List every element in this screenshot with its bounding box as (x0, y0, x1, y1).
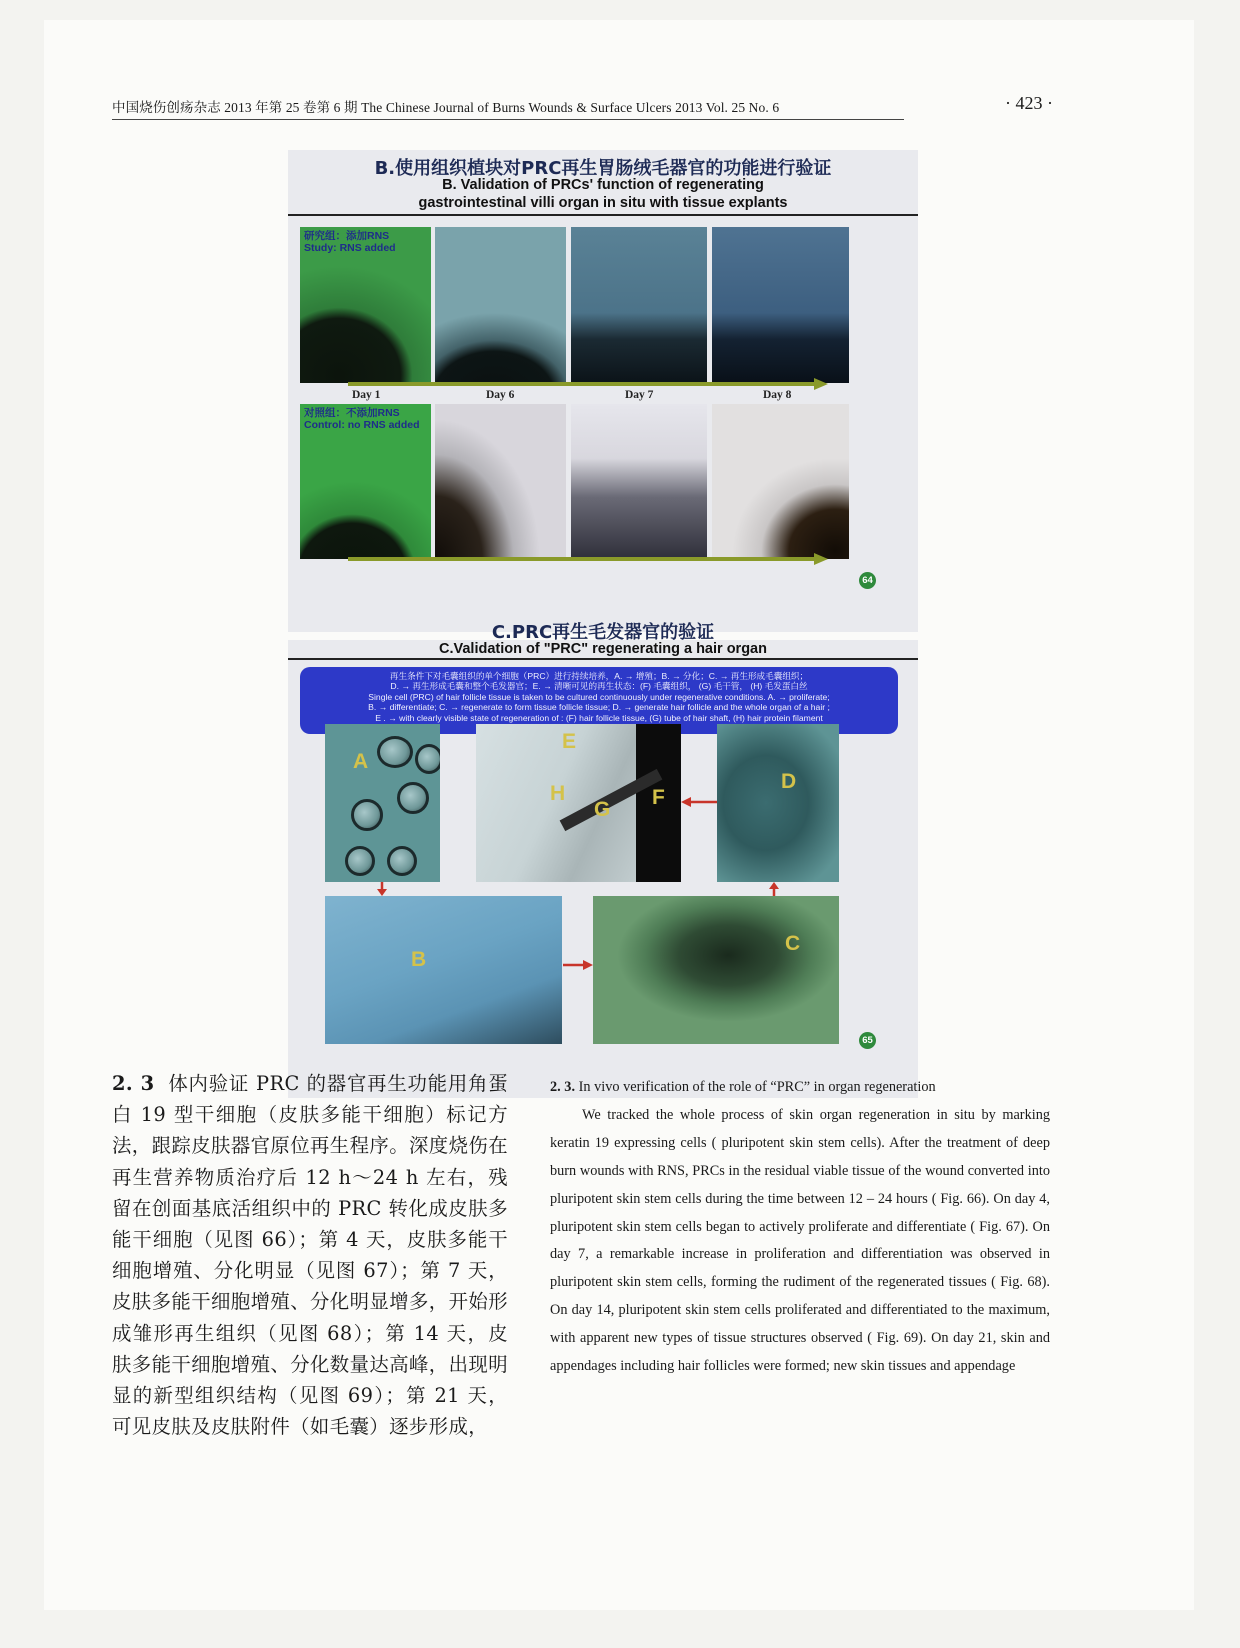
control-day1-photo (300, 404, 431, 559)
panel-b-letter: B (411, 948, 427, 971)
panel-a-letter: A (353, 750, 369, 773)
body-text-cn (112, 1068, 508, 1442)
legend-line-3: Single cell (PRC) of hair follicle tissue is taken to be cultured continuously under regenerative conditions. A. → proliferate; (368, 691, 830, 702)
arrow-a-to-b (376, 882, 388, 896)
legend-line-1: 再生条件下对毛囊组织的单个细胞（PRC）进行持续培养，A. → 增殖；B. → 分化；C. → 再生形成毛囊组织； (389, 671, 809, 681)
cell (351, 799, 383, 831)
study-day6-photo (435, 227, 566, 383)
cell (345, 846, 375, 876)
control-timeline-arrow (348, 553, 828, 565)
control-day8-photo (712, 404, 849, 559)
body-paragraph-cn: 体内验证 PRC 的器官再生功能用角蛋白 19 型干细胞（皮肤多能干细胞）标记方法，跟踪皮肤器官原位再生程序。深度烧伤在再生营养物质治疗后 12 h～24 h 左右，残留在创面基底活组织中的 PRC 转化成皮肤多能干细胞（见图 66）；第 4 天，皮肤多能干细胞增殖、分化明显（见图 67）；第 7 天，皮肤多能干细胞增殖、分化明显增多，开始形成雏形再生组织（见图 68）；第 14 天，皮肤多能干细胞增殖、分化数量达高峰，出现明显的新型组织结构（见图 69）；第 21 天，可见皮肤及皮肤附件（如毛囊）逐步形成， (112, 1072, 508, 1439)
panel-efgh-photo (476, 724, 681, 882)
panel-a-photo (325, 724, 440, 882)
study-group-label: 研究组：添加RNS Study: RNS added (304, 230, 396, 254)
day-label-8: Day 8 (763, 389, 792, 401)
figure-65-panel (288, 622, 918, 1098)
control-day6-photo (435, 404, 566, 559)
section-heading-en (550, 1074, 1050, 1102)
day-label-7: Day 7 (625, 389, 654, 401)
control-group-label: 对照组：不添加RNS Control: no RNS added (304, 407, 420, 431)
panel-d-photo (717, 724, 839, 882)
figure-64-badge: 64 (859, 572, 876, 589)
arrow-b-to-c (563, 959, 593, 971)
panel-h-letter: H (550, 782, 566, 805)
figure-64-title-en-line2: gastrointestinal villi organ in situ with tissue explants (418, 195, 788, 211)
study-day7-photo (571, 227, 707, 383)
legend-line-4: B. → differentiate; C. → regenerate to form tissue follicle tissue; D. → generate hair follicle and the whole organ of a hair ; (368, 702, 830, 713)
section-title-en: In vivo verification of the role of “PRC” in organ regeneration (578, 1079, 936, 1095)
study-timeline-arrow (348, 378, 828, 390)
panel-b-photo (325, 896, 562, 1044)
control-day7-photo (571, 404, 707, 559)
panel-e-letter: E (562, 730, 577, 753)
panel-f-letter: F (652, 786, 665, 809)
page-number: · 423 · (1005, 93, 1053, 113)
running-head: 中国烧伤创疡杂志 2013 年第 25 卷第 6 期 The Chinese Journal of Burns Wounds & Surface Ulcers 2013 Vol. 25 No. 6 (112, 96, 904, 120)
section-number-cn: 2. 3 (112, 1072, 155, 1095)
legend-line-2: D. → 再生形成毛囊和整个毛发器官；E. → 清晰可见的再生状态：(F) 毛囊组织， (G) 毛干管， (H) 毛发蛋白丝 (390, 681, 808, 692)
figure-65-title-cn: C.PRC再生毛发器官的验证 (491, 622, 715, 643)
panel-d-letter: D (781, 770, 797, 793)
figure-65-badge: 65 (859, 1032, 876, 1049)
study-day1-photo (300, 227, 431, 383)
figure-64-title-en-line1: B. Validation of PRCs' function of regenerating (442, 177, 764, 193)
panel-c-letter: C (785, 932, 801, 955)
cell (377, 736, 413, 768)
cell (387, 846, 417, 876)
arrow-d-to-f (681, 796, 717, 808)
arrow-c-to-d (768, 882, 780, 896)
figure-65-title-en: C.Validation of "PRC" regenerating a hair organ (439, 641, 767, 657)
study-day8-photo (712, 227, 849, 383)
section-number-en: 2. 3. (550, 1079, 576, 1095)
day-label-1: Day 1 (352, 389, 381, 401)
figure-64-rule (288, 214, 918, 216)
legend-line-5: E . → with clearly visible state of regeneration of : (F) hair follicle tissue, (G) tube of hair shaft, (H) hair protein filament (375, 712, 823, 723)
panel-g-letter: G (594, 798, 611, 821)
day-label-6: Day 6 (486, 389, 515, 401)
figure-65-rule (288, 658, 918, 660)
figure-64-panel (288, 150, 918, 632)
cell (397, 782, 429, 814)
cell (415, 744, 440, 774)
body-text-en (550, 1074, 1050, 1381)
panel-c-photo (593, 896, 839, 1044)
body-paragraph-en: We tracked the whole process of skin organ regeneration in situ by marking keratin 19 expressing cells ( pluripotent skin stem cells). After the treatment of deep burn wounds with RNS, PRCs in the residual viable tissue of the wound converted into pluripotent skin stem cells during the time between 12 – 24 hours ( Fig. 66). On day 4, pluripotent skin stem cells began to actively proliferate and differentiate ( Fig. 67). On day 7, a remarkable increase in proliferation and differentiation was observed in pluripotent skin stem cells, forming the rudiment of the regenerated tissues ( Fig. 68). On day 14, pluripotent skin stem cells proliferated and differentiated to the maximum, with apparent new types of tissue structures observed ( Fig. 69). On day 21, skin and appendages including hair follicles were formed; new skin tissues and appendage (550, 1106, 1050, 1375)
figure-64-title-cn: B.使用组织植块对PRC再生胃肠绒毛器官的功能进行验证 (374, 158, 832, 179)
